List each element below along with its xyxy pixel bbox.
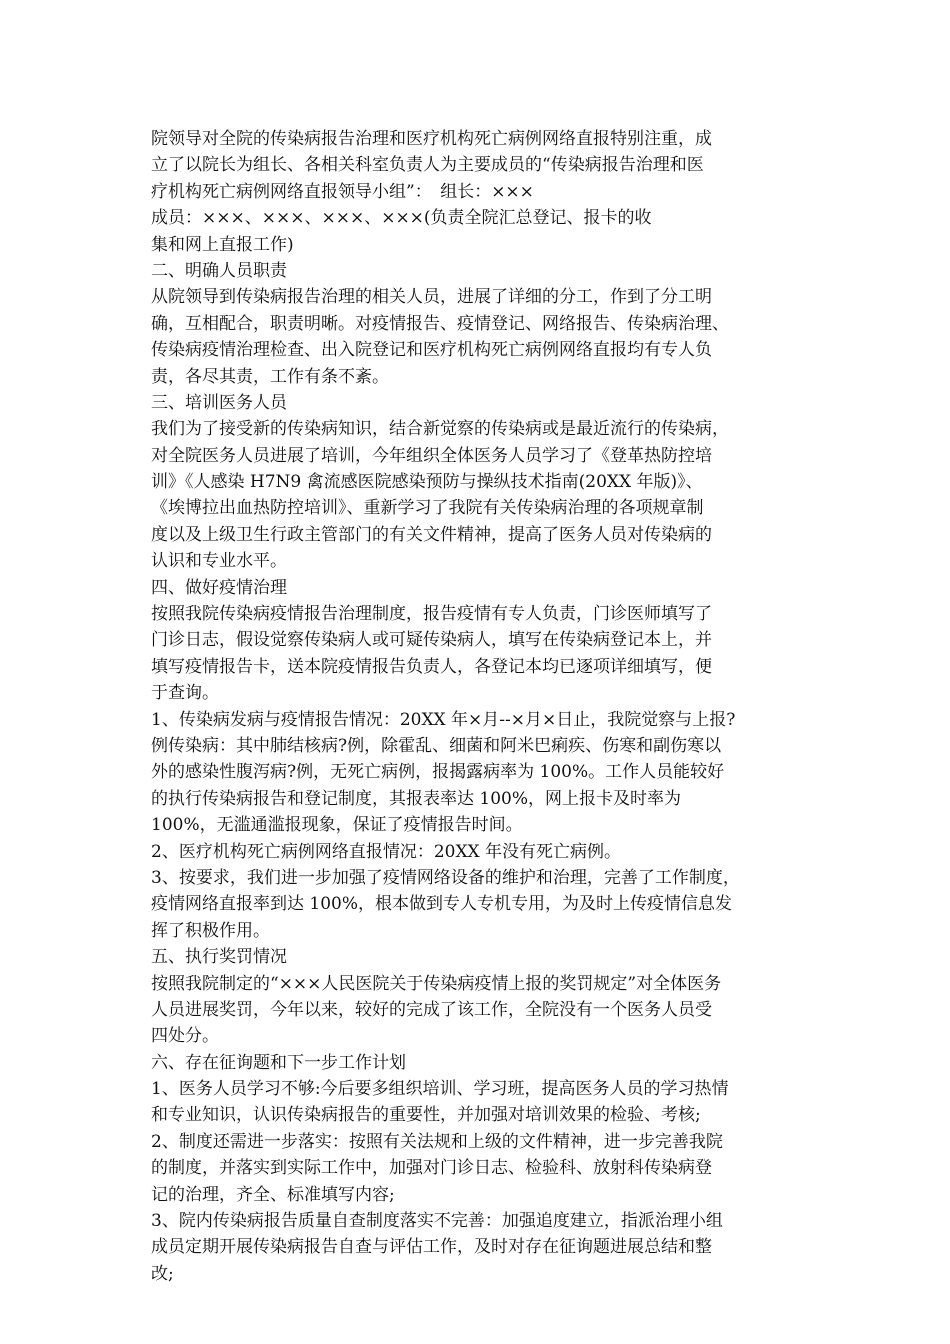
- text-line: 传染病疫情治理检查、出入院登记和医疗机构死亡病例网络直报均有专人负: [151, 340, 712, 361]
- text-line: 《埃博拉出血热防控培训》、重新学习了我院有关传染病治理的各项规章制: [151, 498, 704, 519]
- section-heading: 三、培训医务人员: [151, 392, 287, 413]
- document-body: [151, 126, 811, 1287]
- text-line: 100%，无滥通滥报现象，保证了疫情报告时间。: [151, 815, 523, 836]
- text-line: 按照我院制定的“×××人民医院关于传染病疫情上报的奖罚规定”对全体医务: [151, 973, 722, 994]
- text-line: 疗机构死亡病例网络直报领导小组”： 组长：×××: [151, 181, 534, 202]
- text-line: 成员：×××、×××、×××、×××(负责全院汇总登记、报卡的收: [151, 208, 652, 229]
- text-line: 成员定期开展传染病报告自查与评估工作，及时对存在征询题进展总结和整: [151, 1237, 712, 1258]
- section-heading: 二、明确人员职责: [151, 260, 287, 281]
- text-line: 外的感染性腹泻病?例，无死亡病例，报揭露病率为 100%。工作人员能较好: [151, 762, 725, 783]
- text-line: 我们为了接受新的传染病知识，结合新觉察的传染病或是最近流行的传染病，: [151, 419, 729, 440]
- text-line: 人员进展奖罚，今年以来，较好的完成了该工作，全院没有一个医务人员受: [151, 999, 712, 1020]
- text-line: 院领导对全院的传染病报告治理和医疗机构死亡病例网络直报特别注重，成: [151, 129, 712, 149]
- text-line: 的制度，并落实到实际工作中，加强对门诊日志、检验科、放射科传染病登: [151, 1158, 712, 1179]
- text-line: 按照我院传染病疫情报告治理制度，报告疫情有专人负责，门诊医师填写了: [151, 604, 712, 625]
- text-line: 确，互相配合，职责明晰。对疫情报告、疫情登记、网络报告、传染病治理、: [151, 313, 729, 334]
- text-line: 于查询。: [151, 683, 219, 704]
- text-line: 认识和专业水平。: [151, 551, 287, 572]
- section-heading: 六、存在征询题和下一步工作计划: [151, 1052, 406, 1073]
- text-line: 1、传染病发病与疫情报告情况：20XX 年×月--×月×日止，我院觉察与上报?: [151, 709, 736, 730]
- text-line: 挥了积极作用。: [151, 920, 270, 941]
- section-heading: 五、执行奖罚情况: [151, 947, 287, 968]
- text-line: 3、按要求，我们进一步加强了疫情网络设备的维护和治理，完善了工作制度，: [151, 867, 740, 888]
- text-line: 记的治理，齐全、标准填写内容;: [151, 1184, 395, 1205]
- text-line: 集和网上直报工作): [151, 234, 294, 255]
- text-line: 2、制度还需进一步落实：按照有关法规和上级的文件精神，进一步完善我院: [151, 1131, 723, 1152]
- text-line: 的执行传染病报告和登记制度，其报表率达 100%，网上报卡及时率为: [151, 788, 682, 809]
- text-line: 例传染病：其中肺结核病?例，除霍乱、细菌和阿米巴痢疾、伤寒和副伤寒以: [151, 735, 722, 756]
- text-line: 3、院内传染病报告质量自查制度落实不完善：加强追度建立，指派治理小组: [151, 1211, 723, 1232]
- text-line: 训》《人感染 H7N9 禽流感医院感染预防与操纵技术指南(20XX 年版)》、: [151, 472, 703, 493]
- text-line: 对全院医务人员进展了培训，今年组织全体医务人员学习了《登革热防控培: [151, 445, 712, 466]
- text-line: 改;: [151, 1263, 174, 1284]
- text-line: 门诊日志，假设觉察传染病人或可疑传染病人，填写在传染病登记本上，并: [151, 630, 712, 651]
- text-line: 和专业知识，认识传染病报告的重要性，并加强对培训效果的检验、考核;: [151, 1105, 701, 1126]
- text-line: 度以及上级卫生行政主管部门的有关文件精神，提高了医务人员对传染病的: [151, 524, 712, 545]
- section-heading: 四、做好疫情治理: [151, 577, 287, 598]
- text-line: 2、医疗机构死亡病例网络直报情况：20XX 年没有死亡病例。: [151, 841, 622, 862]
- text-line: 立了以院长为组长、各相关科室负责人为主要成员的“传染病报告治理和医: [151, 155, 704, 176]
- text-line: 责，各尽其责，工作有条不紊。: [151, 366, 389, 387]
- text-line: 疫情网络直报率到达 100%，根本做到专人专机专用，为及时上传疫情信息发: [151, 894, 733, 915]
- text-line: 从院领导到传染病报告治理的相关人员，进展了详细的分工，作到了分工明: [151, 287, 712, 308]
- text-line: 填写疫情报告卡，送本院疫情报告负责人，各登记本均已逐项详细填写，便: [151, 656, 712, 677]
- text-line: 四处分。: [151, 1026, 219, 1047]
- text-line: 1、医务人员学习不够:今后要多组织培训、学习班，提高医务人员的学习热情: [151, 1079, 729, 1100]
